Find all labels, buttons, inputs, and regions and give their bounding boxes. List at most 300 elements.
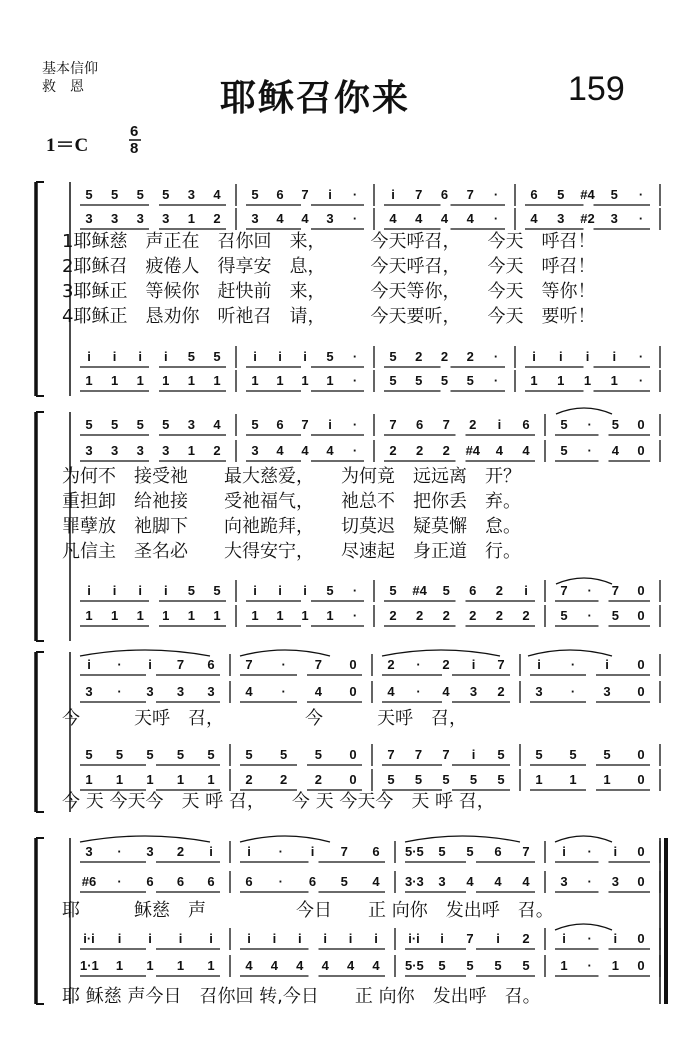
note: 7 [301,187,309,202]
note: 5 [438,844,446,859]
note: · [278,874,283,889]
note: 5 [442,772,450,787]
note: 6 [415,417,424,432]
note: 1 [187,443,195,458]
note: i [613,844,618,859]
note: 4 [276,211,284,226]
note: i·i [408,931,420,946]
note: 5 [610,187,618,202]
note: 7 [442,417,450,432]
note: 4 [387,684,395,699]
note: i [117,931,122,946]
note: 4 [372,958,380,973]
note: 1 [110,608,119,623]
note: 4 [301,211,309,226]
note: 4 [213,417,221,432]
note: 1 [110,373,119,388]
note: 1 [85,772,93,787]
note: 6 [245,874,253,889]
note: 0 [637,417,645,432]
note: · [117,874,122,889]
note: 4 [466,874,474,889]
note: 3·3 [405,874,424,889]
note: 1 [535,772,543,787]
note: 6 [176,874,185,889]
note: 5 [110,187,119,202]
note: · [352,349,358,364]
note: 1·1 [80,958,99,973]
note: 5 [469,772,478,787]
note: 6 [276,417,284,432]
note: 0 [637,657,645,672]
note: · [281,684,286,699]
note: · [352,373,358,388]
note: i [163,583,168,598]
note: 4 [245,958,253,973]
note: 7 [245,657,253,672]
note: 5 [494,958,502,973]
note: i [328,417,332,432]
note: i·i [83,931,95,946]
note: 3 [162,443,170,458]
note: i [497,417,502,432]
lyric-line: 1耶稣慈 声正在 召你回 来， 今天呼召， 今天 呼召！ [62,231,596,252]
note: i [253,349,257,364]
note: 7 [389,417,397,432]
note: 6 [308,874,317,889]
note: 5 [280,747,288,762]
note: 5·5 [405,844,424,859]
note: 1 [560,958,568,973]
note: 1 [146,958,154,973]
note: 1 [176,958,185,973]
note: 3 [207,684,215,699]
time-signature-denominator: 8 [130,140,139,157]
lyric-line: 为何不 接受祂 最大慈爱， 为何竟 远远离 开？ [62,466,521,487]
note: 0 [349,747,357,762]
note: 4 [494,874,502,889]
note: 3 [187,417,195,432]
note: i [87,583,91,598]
note: 4 [314,684,322,699]
note: 4 [495,443,503,458]
note: i [87,657,91,672]
note: · [638,211,644,226]
note: · [416,657,421,672]
note: 1 [207,958,215,973]
note: 1 [115,772,124,787]
note: 3 [85,443,93,458]
note: 2 [387,657,395,672]
note: 5 [522,958,530,973]
note: 4 [326,443,334,458]
note: · [281,657,286,672]
note: 3 [146,684,154,699]
note: 1 [301,608,309,623]
note: 7 [314,657,322,672]
note: · [570,657,576,672]
lyric-line: 2耶稣召 疲倦人 得享安 息， 今天呼召， 今天 呼召！ [62,256,596,277]
note: 5 [146,747,154,762]
note: 3 [557,211,565,226]
note: 5 [213,583,221,598]
note: 2 [440,349,449,364]
note: 2 [314,772,322,787]
note: 7 [387,747,395,762]
note: 4 [296,958,304,973]
note: i [537,657,541,672]
lyric-line: 耶 稣慈 声今日 召你回 转,今日 正 向你 发出呼 召。 [62,986,541,1007]
note: 5 [207,747,215,762]
note: 1 [276,373,284,388]
note: 3 [136,211,144,226]
note: 6 [522,417,530,432]
note: · [587,417,592,432]
lyric-line: 3耶稣正 等候你 赶快前 来， 今天等你， 今天 等你！ [62,281,596,302]
note: 0 [349,684,357,699]
note: 2 [469,417,477,432]
note: 5 [110,417,119,432]
lyric-line: 今 天呼 召， 今 天呼 召， [62,708,467,729]
note: · [638,373,644,388]
note: · [352,187,358,202]
note: 5 [187,349,195,364]
note: 5 [569,747,577,762]
note: · [493,211,499,226]
note: 5 [326,583,334,598]
note: 1 [569,772,577,787]
note: 5 [176,747,185,762]
note: · [587,931,592,946]
note: 1 [326,373,334,388]
note: 1 [611,958,619,973]
note: 6 [207,657,215,672]
note: 4 [213,187,221,202]
note: i [87,349,91,364]
note: i [328,187,332,202]
note: 7 [611,583,619,598]
note: 2 [495,608,503,623]
note: 2 [415,443,424,458]
note: 5 [560,608,568,623]
note: 0 [637,747,645,762]
note: 1 [583,373,592,388]
note: 0 [637,931,645,946]
note: 5 [603,747,611,762]
note: 7 [466,187,474,202]
note: 1 [207,772,215,787]
note: 4 [372,874,380,889]
note: i [297,931,302,946]
note: i [272,931,277,946]
note: 2 [442,657,450,672]
note: i [247,931,251,946]
tie [556,408,612,414]
lyric-line: 罪孽放 祂脚下 向祂跪拜， 切莫迟 疑莫懈 怠。 [62,516,521,537]
note: 6 [440,187,449,202]
note: · [587,958,592,973]
note: 5 [535,747,543,762]
note: 1 [187,373,195,388]
note: 3 [438,874,446,889]
note: 1 [187,211,195,226]
note: · [587,608,592,623]
note: · [493,373,499,388]
lyric-line: 凡信主 圣名必 大得安宁， 尽速起 身正道 行。 [62,541,521,562]
note: 2 [213,211,221,226]
note: 3 [611,874,619,889]
note: i [496,931,500,946]
note: #4 [580,187,595,202]
note: 5 [466,373,474,388]
note: i [112,583,117,598]
note: #6 [81,874,97,889]
note: 3 [469,684,478,699]
note: · [493,349,499,364]
note: 2 [522,931,530,946]
tie [405,836,520,842]
note: 7 [466,931,474,946]
note: 5 [387,772,395,787]
note: · [587,443,592,458]
note: 1 [610,373,618,388]
note: 2 [497,684,505,699]
key-signature: 1＝C [46,135,89,156]
note: 6 [469,583,477,598]
note: 7 [176,657,185,672]
note: 7 [415,187,423,202]
note: i [374,931,378,946]
note: 0 [349,657,357,672]
note: 3 [187,187,195,202]
note: 3 [603,684,611,699]
note: 1 [85,373,93,388]
note: 1 [326,608,334,623]
note: i [562,931,566,946]
note: 1 [251,608,259,623]
note: 4 [389,211,397,226]
note: i [178,931,183,946]
note: 3 [110,211,119,226]
note: 5 [415,373,423,388]
note: 1 [603,772,611,787]
hymn-number: 159 [568,70,625,108]
note: 1 [136,373,144,388]
note: 6 [207,874,215,889]
note: 2 [442,608,450,623]
note: 3 [326,211,334,226]
note: 2 [280,772,288,787]
note: 2 [389,443,397,458]
note: 0 [637,583,645,598]
note: i [303,349,307,364]
note: i [605,657,609,672]
note: i [310,844,315,859]
note: 2 [245,772,253,787]
note: 3 [610,211,618,226]
note: 5 [466,958,474,973]
note: 6 [146,874,154,889]
note: i [524,583,528,598]
note: 4 [522,874,530,889]
note: 3 [162,211,170,226]
note: 5 [162,187,170,202]
note: 5 [497,747,505,762]
note: 1 [557,373,565,388]
note: 3 [85,844,93,859]
note: 1 [85,608,93,623]
note: 5 [611,417,619,432]
note: 5 [438,958,446,973]
note: · [352,417,358,432]
note: 2 [442,443,450,458]
note: 7 [340,844,348,859]
note: 5 [85,417,93,432]
note: i [391,187,395,202]
note: 1 [187,608,195,623]
note: i [278,583,282,598]
note: i [348,931,353,946]
note: 5 [557,187,565,202]
note: 5 [340,874,348,889]
note: 5 [560,443,568,458]
note: 2 [522,608,530,623]
note: 1 [213,608,221,623]
note: 0 [637,608,645,623]
note: i [323,931,327,946]
note: 3 [535,684,543,699]
note: i [562,844,566,859]
note: · [352,583,358,598]
tie [80,836,210,842]
note: 4 [522,443,530,458]
note: 2 [469,608,477,623]
note: 7 [522,844,530,859]
note: 5 [245,747,253,762]
note: 7 [560,583,568,598]
category-bottom: 救 恩 [42,79,84,95]
note: #2 [580,211,595,226]
note: 5 [440,373,449,388]
note: 5·5 [405,958,424,973]
note: 5 [85,747,93,762]
note: i [585,349,590,364]
note: i [247,844,251,859]
note: #4 [465,443,481,458]
note: 5 [85,187,93,202]
note: · [352,608,358,623]
note: 1 [251,373,259,388]
page-title: 耶稣召你来 [220,78,411,119]
note: i [253,583,257,598]
lyric-line: 重担卸 给祂接 受祂福气， 祂总不 把你丢 弃。 [62,491,521,512]
note: 1 [162,608,170,623]
note: i [532,349,536,364]
time-signature-numerator: 6 [130,123,139,140]
note: 4 [301,443,309,458]
note: 2 [415,608,424,623]
note: · [638,349,644,364]
note: i [163,349,168,364]
note: i [471,747,476,762]
note: 0 [349,772,357,787]
note: 5 [251,187,259,202]
note: · [587,844,592,859]
note: i [278,349,282,364]
note: 5 [136,187,144,202]
note: i [209,931,213,946]
note: 5 [251,417,259,432]
note: 0 [637,684,645,699]
lyric-line: 今 天 今天今 天 呼 召， 今 天 今天今 天 呼 召， [62,791,495,812]
note: 1 [213,373,221,388]
note: 1 [530,373,538,388]
note: 5 [136,417,144,432]
note: 3 [110,443,119,458]
note: i [112,349,117,364]
note: · [416,684,421,699]
note: 5 [611,608,619,623]
note: i [612,349,617,364]
note: 1 [176,772,185,787]
note: · [352,443,358,458]
note: 3 [146,844,154,859]
note: i [303,583,307,598]
note: · [352,211,358,226]
note: 0 [637,844,645,859]
note: i [558,349,563,364]
note: 1 [146,772,154,787]
note: 5 [389,373,397,388]
note: 1 [301,373,309,388]
note: 3 [560,874,568,889]
note: 7 [414,747,423,762]
note: 7 [497,657,505,672]
note: 1 [115,958,124,973]
note: · [278,844,283,859]
note: i [613,931,618,946]
note: 3 [136,443,144,458]
note: 0 [637,874,645,889]
note: i [148,931,152,946]
note: 4 [611,443,619,458]
note: #4 [412,583,427,598]
note: 5 [162,417,170,432]
note: 4 [245,684,253,699]
note: 3 [85,211,93,226]
note: 4 [442,684,450,699]
note: i [471,657,476,672]
note: 4 [440,211,449,226]
note: 5 [442,583,450,598]
note: i [138,349,142,364]
note: · [570,684,576,699]
note: 0 [637,958,645,973]
note: 4 [466,211,474,226]
note: 2 [495,583,503,598]
note: i [148,657,152,672]
note: 3 [176,684,185,699]
note: 6 [530,187,538,202]
note: 4 [321,958,329,973]
note: 4 [346,958,355,973]
note: 3 [251,443,259,458]
note: 1 [276,608,284,623]
note: 6 [276,187,284,202]
tie [555,836,612,842]
note: 6 [494,844,502,859]
note: 7 [301,417,309,432]
